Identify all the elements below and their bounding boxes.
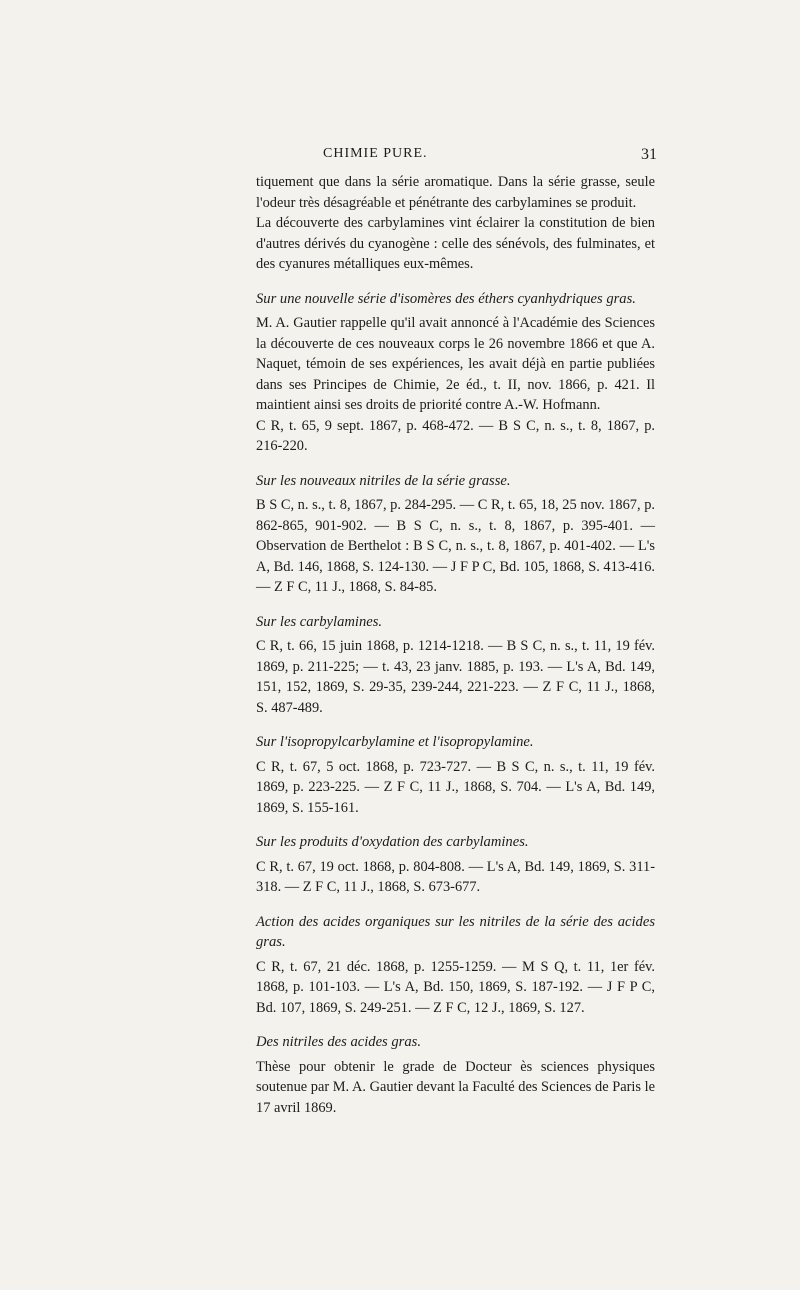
citation: B S C, n. s., t. 8, 1867, p. 284-295. — C R, t. 65, 18, 25 nov. 1867, p. 862-865, 901-902. — B S C, n. s., t. 8, 1867, p. 395-401. — Observation de Berthelot : B S C, n. s., t. 8, 1867, p. 401-402. — L's A, Bd. 146, 1868, S. 124-130. — J F P C, Bd. 105, 1868, S. 413-416. — Z F C, 11 J., 1868, S. 84-85. xyxy=(256,497,655,595)
citation: C R, t. 67, 21 déc. 1868, p. 1255-1259. — M S Q, t. 11, 1er fév. 1868, p. 101-103. — L's A, Bd. 150, 1869, S. 187-192. — J F P C, Bd. 107, 1869, S. 249-251. — Z F C, 12 J., 1869, S. 127. xyxy=(256,958,655,1016)
citation: C R, t. 67, 5 oct. 1868, p. 723-727. — B S C, n. s., t. 11, 19 fév. 1869, p. 223-225. — Z F C, 11 J., 1868, S. 704. — L's A, Bd. 149, 1869, S. 155-161. xyxy=(256,758,655,816)
page-body xyxy=(256,172,655,1118)
paragraph: Thèse pour obtenir le grade de Docteur ès sciences physiques soutenue par M. A. Gautier devant la Faculté des Sciences de Paris le 17 avril 1869. xyxy=(256,1058,655,1116)
section-heading: Des nitriles des acides gras. xyxy=(256,1034,421,1050)
section-heading: Action des acides organiques sur les nitriles de la série des acides gras. xyxy=(256,913,655,950)
citation: C R, t. 66, 15 juin 1868, p. 1214-1218. — B S C, n. s., t. 11, 19 fév. 1869, p. 211-225; — t. 43, 23 janv. 1885, p. 193. — L's A, Bd. 149, 151, 152, 1869, S. 29-35, 239-244, 221-223. — Z F C, 11 J., 1868, S. 487-489. xyxy=(256,638,655,716)
section-heading: Sur les carbylamines. xyxy=(256,613,383,630)
paragraph: La découverte des carbylamines vint éclairer la constitution de bien d'autres dérivés du cyanogène : celle des sénévols, des fulminates, et des cyanures métalliques eux-mêmes. xyxy=(256,215,655,272)
section-heading: Sur les nouveaux nitriles de la série grasse. xyxy=(256,472,511,489)
paragraph: M. A. Gautier rappelle qu'il avait annoncé à l'Académie des Sciences la découverte de ces nouveaux corps le 26 novembre 1866 et que A. Naquet, témoin de ses expériences, les avait déjà en partie publiées dans ses Principes de Chimie, 2e éd., t. II, nov. 1866, p. 421. Il maintient ainsi ses droits de priorité contre A.-W. Hofmann. xyxy=(256,315,655,413)
page-number: 31 xyxy=(641,146,657,163)
paragraph: tiquement que dans la série aromatique. Dans la série grasse, seule l'odeur très désagréable et pénétrante des carbylamines se produit. xyxy=(256,174,655,211)
section-heading: Sur les produits d'oxydation des carbylamines. xyxy=(256,834,529,850)
section-heading: Sur une nouvelle série d'isomères des éthers cyanhydriques gras. xyxy=(256,290,636,307)
citation: C R, t. 65, 9 sept. 1867, p. 468-472. — B S C, n. s., t. 8, 1867, p. 216-220. xyxy=(256,417,655,454)
running-head-title: CHIMIE PURE. xyxy=(323,146,428,161)
section-heading: Sur l'isopropylcarbylamine et l'isopropylamine. xyxy=(256,734,534,750)
citation: C R, t. 67, 19 oct. 1868, p. 804-808. — L's A, Bd. 149, 1869, S. 311-318. — Z F C, 11 J., 1868, S. 673-677. xyxy=(256,858,655,895)
